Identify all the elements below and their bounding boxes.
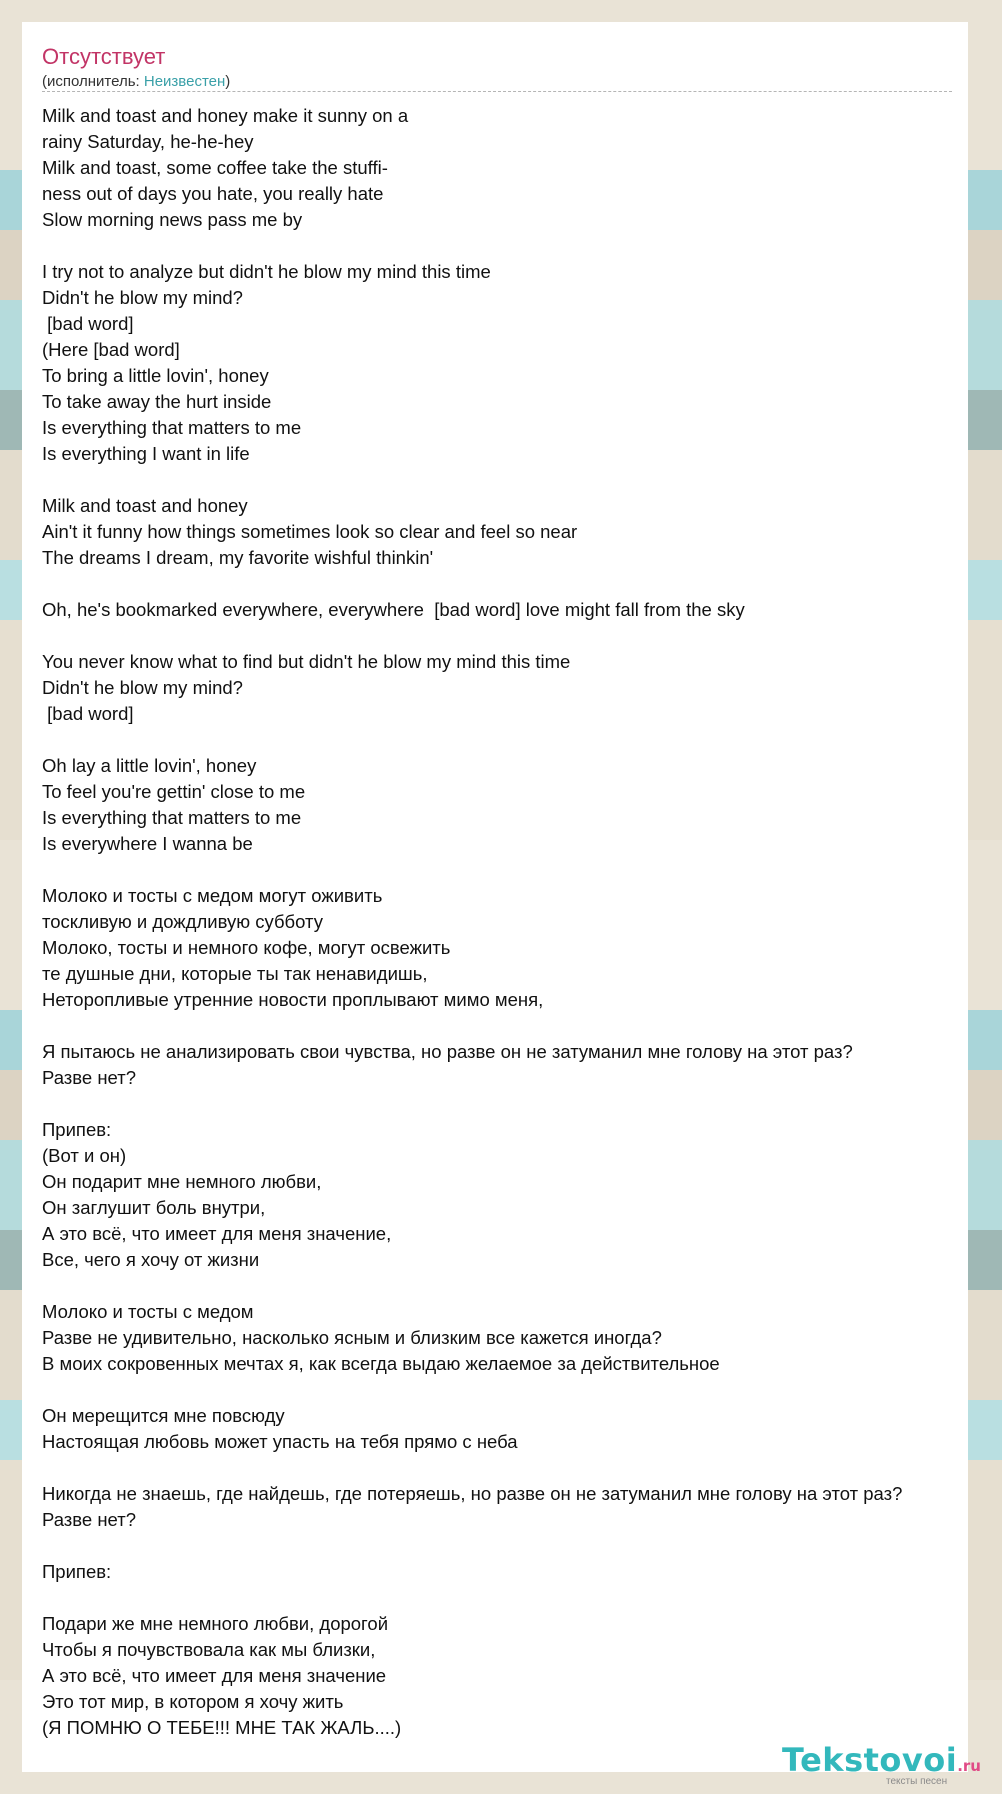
lyric-line: The dreams I dream, my favorite wishful thinkin' [42,547,434,568]
lyric-line [42,571,1002,597]
lyric-line [42,1273,1002,1299]
lyric-line: В моих сокровенных мечтах я, как всегда выдаю желаемое за действительное [42,1353,720,1374]
lyric-line: Milk and toast, some coffee take the stuffi- [42,157,388,178]
lyric-line [42,857,1002,883]
lyric-line: Я пытаюсь не анализировать свои чувства, но разве он не затуманил мне голову на этот раз? [42,1041,853,1062]
lyric-line: Is everywhere I wanna be [42,833,253,854]
lyrics-card [22,22,981,1787]
lyric-line: To feel you're gettin' close to me [42,781,306,802]
lyric-line: Припев: [42,1119,112,1140]
lyric-line: (Вот и он) [42,1145,127,1166]
lyric-line: Oh lay a little lovin', honey [42,755,257,776]
logo-tagline: тексты песен [886,1776,948,1787]
lyric-line: Молоко, тосты и немного кофе, могут освежить [42,937,451,958]
artist-line [42,73,230,90]
lyrics-text [42,103,1002,1741]
lyric-line: Молоко и тосты с медом [42,1301,254,1322]
lyric-line: Он подарит мне немного любви, [42,1171,322,1192]
lyric-line: Подари же мне немного любви, дорогой [42,1613,389,1634]
lyric-line [42,1533,1002,1559]
lyric-line: Milk and toast and honey make it sunny on a [42,105,409,126]
lyric-line: Didn't he blow my mind? [42,287,243,308]
lyric-line: I try not to analyze but didn't he blow my mind this time [42,261,491,282]
lyric-line: Is everything I want in life [42,443,250,464]
lyric-line: Slow morning news pass me by [42,209,303,230]
lyric-line: Это тот мир, в котором я хочу жить [42,1691,344,1712]
lyric-line: Чтобы я почувствовала как мы близки, [42,1639,376,1660]
artist-link[interactable]: Неизвестен [143,73,226,90]
logo-name: Tekstovoi [782,1741,958,1779]
lyric-line [42,1013,1002,1039]
lyric-line: Он заглушит боль внутри, [42,1197,266,1218]
lyric-line [42,727,1002,753]
title-divider [42,91,952,92]
lyric-line [42,1455,1002,1481]
song-title: Отсутствует [42,44,166,69]
lyric-line: (Я ПОМНЮ О ТЕБЕ!!! МНЕ ТАК ЖАЛЬ....) [42,1717,402,1738]
lyric-line: Is everything that matters to me [42,807,302,828]
lyric-line: Milk and toast and honey [42,495,248,516]
lyric-line: те душные дни, которые ты так ненавидишь, [42,963,428,984]
lyric-line: Ain't it funny how things sometimes look so clear and feel so near [42,521,578,542]
lyric-line: А это всё, что имеет для меня значение, [42,1223,392,1244]
lyric-line: To bring a little lovin', honey [42,365,269,386]
lyric-line: (Here [bad word] [42,339,180,360]
lyric-line: Разве нет? [42,1509,136,1530]
lyric-line: Припев: [42,1561,112,1582]
lyric-line: Никогда не знаешь, где найдешь, где потеряешь, но разве он не затуманил мне голову на этот раз? [42,1483,903,1504]
lyric-line: Молоко и тосты с медом могут оживить [42,885,383,906]
lyric-line [42,1377,1002,1403]
lyric-line: Разве не удивительно, насколько ясным и близким все кажется иногда? [42,1327,662,1348]
lyric-line: тоскливую и дождливую субботу [42,911,323,932]
lyric-line: Is everything that matters to me [42,417,302,438]
lyric-line: rainy Saturday, he-he-hey [42,131,254,152]
lyric-line: To take away the hurt inside [42,391,272,412]
lyric-line: [bad word] [42,703,134,724]
lyric-line: [bad word] [42,313,134,334]
artist-suffix: ) [225,73,231,90]
lyric-line: ness out of days you hate, you really hate [42,183,384,204]
artist-prefix: (исполнитель: [42,73,144,90]
lyric-line [42,1091,1002,1117]
lyric-line: Неторопливые утренние новости проплывают мимо меня, [42,989,544,1010]
lyric-line: А это всё, что имеет для меня значение [42,1665,387,1686]
lyric-line: Didn't he blow my mind? [42,677,243,698]
logo-tld: .ru [957,1757,981,1775]
lyric-line: Разве нет? [42,1067,136,1088]
lyric-line [42,467,1002,493]
lyric-line: Он мерещится мне повсюду [42,1405,285,1426]
site-logo[interactable] [782,1741,981,1787]
lyric-line: Все, чего я хочу от жизни [42,1249,260,1270]
lyric-line: You never know what to find but didn't he blow my mind this time [42,651,571,672]
lyric-line [42,623,1002,649]
lyric-line [42,233,1002,259]
lyric-line: Oh, he's bookmarked everywhere, everywhere [bad word] love might fall from the sky [42,599,745,620]
lyric-line: Настоящая любовь может упасть на тебя прямо с неба [42,1431,518,1452]
lyric-line [42,1585,1002,1611]
